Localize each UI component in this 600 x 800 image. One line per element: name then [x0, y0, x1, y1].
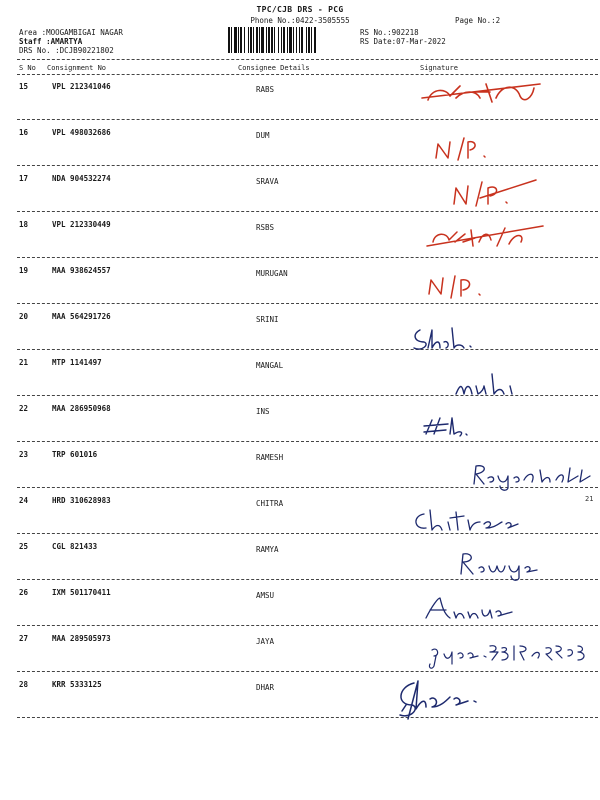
- row-consignee: SRINI: [256, 315, 279, 324]
- row-consignee: SRAVA: [256, 177, 279, 186]
- row-consignee: RAMYA: [256, 545, 279, 554]
- row-consignment-no: IXM 501170411: [52, 588, 111, 597]
- signature-23: [470, 458, 598, 490]
- signature-26: [422, 592, 522, 624]
- row-divider: [17, 441, 598, 442]
- row-divider: [17, 717, 598, 718]
- row-consignee: RAMESH: [256, 453, 284, 462]
- row-sno: 21: [19, 358, 29, 367]
- row-divider: [17, 119, 598, 120]
- sheet-title: TPC/CJB DRS - PCG: [256, 5, 344, 14]
- col-consignment: Consignment No: [47, 64, 107, 72]
- row-consignment-no: MAA 564291726: [52, 312, 111, 321]
- signature-16: [432, 134, 502, 164]
- row-consignee: RSBS: [256, 223, 275, 232]
- signature-24: [410, 502, 540, 536]
- row-sno: 22: [19, 404, 29, 413]
- barcode: [228, 27, 352, 53]
- header-divider: [17, 74, 598, 75]
- row-sno: 28: [19, 680, 29, 689]
- row-sno: 16: [19, 128, 29, 137]
- row-divider: [17, 671, 598, 672]
- row-sno: 23: [19, 450, 29, 459]
- row-consignment-no: MAA 286950968: [52, 404, 111, 413]
- row-sno: 17: [19, 174, 29, 183]
- col-signature: Signature: [420, 64, 458, 72]
- signature-18: [425, 222, 555, 252]
- col-consignee: Consignee Details: [238, 64, 310, 72]
- header-divider: [17, 59, 598, 60]
- row-consignment-no: KRR 5333125: [52, 680, 102, 689]
- row-sno: 20: [19, 312, 29, 321]
- row-consignment-no: MAA 938624557: [52, 266, 111, 275]
- col-sno: S No: [19, 64, 36, 72]
- row-consignment-no: VPL 498032686: [52, 128, 111, 137]
- drs-number: DRS No. :DCJB90221802: [19, 46, 114, 55]
- area-label: Area :MOOGAMBIGAI NAGAR: [19, 28, 123, 37]
- signature-21: [452, 370, 532, 400]
- rs-number: RS No.:902218: [360, 28, 419, 37]
- signature-15: [420, 78, 560, 110]
- row-consignee: RABS: [256, 85, 275, 94]
- row-divider: [17, 625, 598, 626]
- signature-25: [455, 548, 545, 582]
- row-consignee: AMSU: [256, 591, 275, 600]
- staff-label: Staff :AMARTYA: [19, 37, 83, 46]
- phone-number: Phone No.:0422-3505555: [250, 16, 350, 25]
- row-sno: 24: [19, 496, 29, 505]
- row-sno: 27: [19, 634, 29, 643]
- margin-mark: 21: [585, 495, 594, 503]
- row-divider: [17, 257, 598, 258]
- signature-28: [392, 675, 492, 725]
- row-sno: 19: [19, 266, 29, 275]
- signature-27: [428, 636, 600, 670]
- page-number: Page No.:2: [455, 16, 501, 25]
- row-consignment-no: VPL 212341046: [52, 82, 111, 91]
- row-sno: 15: [19, 82, 29, 91]
- row-sno: 18: [19, 220, 29, 229]
- row-consignment-no: TRP 601016: [52, 450, 98, 459]
- row-consignment-no: MAA 289505973: [52, 634, 111, 643]
- row-consignment-no: CGL 821433: [52, 542, 98, 551]
- row-divider: [17, 303, 598, 304]
- barcode-bar: [316, 27, 317, 53]
- signature-19: [425, 272, 495, 302]
- rs-date: RS Date:07-Mar-2022: [360, 37, 446, 46]
- row-sno: 25: [19, 542, 29, 551]
- row-consignment-no: HRD 310628983: [52, 496, 111, 505]
- row-consignee: MANGAL: [256, 361, 284, 370]
- row-divider: [17, 349, 598, 350]
- row-consignment-no: MTP 1141497: [52, 358, 102, 367]
- row-consignee: INS: [256, 407, 270, 416]
- signature-17: [450, 178, 540, 210]
- row-divider: [17, 165, 598, 166]
- row-consignment-no: VPL 212330449: [52, 220, 111, 229]
- row-consignee: CHITRA: [256, 499, 284, 508]
- row-divider: [17, 211, 598, 212]
- row-consignee: DUM: [256, 131, 270, 140]
- row-consignee: MURUGAN: [256, 269, 288, 278]
- signature-22: [420, 412, 490, 442]
- row-consignment-no: NDA 904532274: [52, 174, 111, 183]
- row-sno: 26: [19, 588, 29, 597]
- row-consignee: JAYA: [256, 637, 275, 646]
- row-consignee: DHAR: [256, 683, 275, 692]
- signature-20: [410, 322, 490, 356]
